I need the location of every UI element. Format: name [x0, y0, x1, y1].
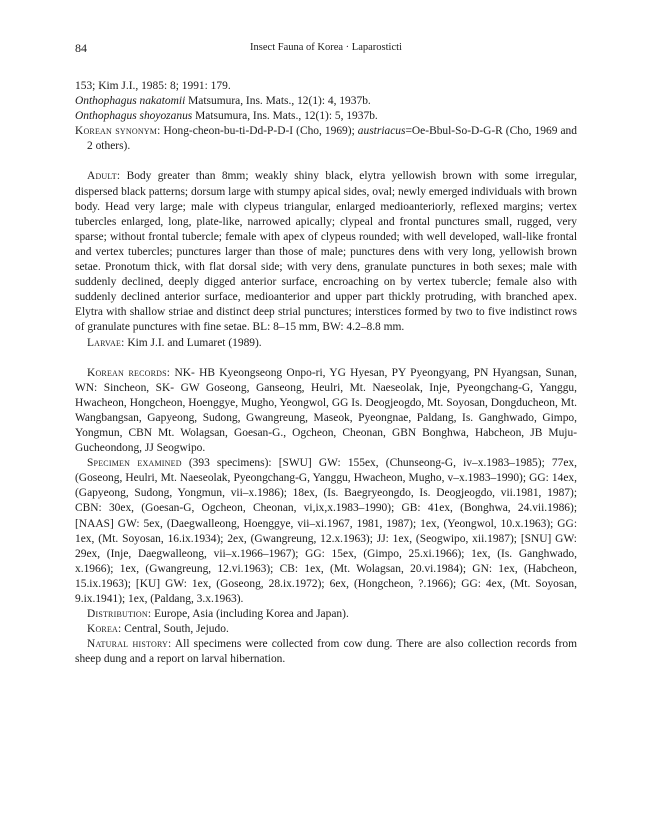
section-label: Natural history: [87, 638, 172, 651]
main-text [75, 79, 577, 667]
section-text: Body greater than 8mm; weakly shiny black, elytra yellowish brown with some irregular, dispersed black patterns; dorsum large with stumpy apical sides, oval; newly emerged individuals with brown body. Head very large; male with clypeus triangular, enlarged medioanteriorly, reflexed margins; vertex tubercles enlarged, long, plate-like, narrowed apically; clypeal and frontal punctures small, rugged, very sparse; without frontal tubercle; female with apex of clypeus rounded; with well developed, wall-like frontal and vertex tubercles; punctures larger than those of male; punctures dens with very long, yellowish brown setae. Pronotum thick, with flat dorsal side; with very dens, granulate punctures in both sexes; male with suddenly declined, deeply digged anterior surface, encroaching on by vertex tubercle; female also with suddenly declined anterior surface, medioanterior and upper part thickly protruding, with branched apex. Elytra with shallow striae and distinct deep strial punctures; interstices formed by two to five indistinct rows of granulate punctures with fine setae. BL: 8–15 mm, BW: 4.2–8.8 mm. [75, 170, 577, 334]
distribution-paragraph [75, 607, 577, 622]
page-header [75, 41, 577, 57]
synonym-line-3 [75, 109, 577, 124]
species-name: Onthophagus shoyozanus [75, 110, 193, 123]
section-text: Kim J.I. and Lumaret (1989). [124, 336, 262, 349]
synonym-text: 153; Kim J.I., 1985: 8; 1991: 179. [75, 80, 231, 92]
korean-records-paragraph [75, 366, 577, 457]
section-label: Korea: [87, 623, 122, 636]
section-label: Adult: [87, 170, 121, 183]
section-text: (393 specimens): [SWU] GW: 155ex, (Chunseong-G, iv–x.1983–1985); 77ex, (Goseong, Heulri, Mt. Naeseolak, Pyeongchang-G, Yanggu, Hwacheon, Mugho, v–x.1983–1990); GG: 14ex, (Gapyeong, Sudong, Yongmun, vii–x.1986); 18ex, (Is. Baegryeongdo, Is. Deogjeogdo, vii.1981, 1987); CBN: 30ex, (Goesan-G, Ogcheon, Cheonan, vi,ix,x.1983–1990); GB: 41ex, (Bonghwa, 24.vii.1986); [NAAS] GW: 5ex, (Daegwalleong, Hoenggye, vii–xi.1967, 1981, 1987); 1ex, (Yeongwol, 10.x.1963); GG: 1ex, (Mt. Soyosan, 16.ix.1934); 2ex, (Gwangreung, 12.x.1963); JJ: 1ex, (Seogwipo, xii.1987); [SNU] GW: 29ex, (Inje, Daegwalleong, vii–x.1966–1967); GG: 15ex, (Gimpo, 25.xi.1966); 1ex, (Is. Ganghwado, x.1966); 1ex, (Gwangreung, 12.vi.1963); CB: 1ex, (Mt. Wolagsan, 20.vi.1984); GN: 1ex, (Habcheon, 15.ix.1963); [KU] GW: 1ex, (Goseong, 28.ix.1972); 6ex, (Hongcheon, ?.1966); GG: 4ex, (Mt. Soyosan, 9.ix.1941); 1ex, (Paldang, 3.x.1963). [75, 457, 577, 605]
running-title: Insect Fauna of Korea · Laparosticti [250, 42, 402, 53]
section-label: Korean records: [87, 366, 171, 379]
korea-paragraph [75, 622, 577, 637]
section-text: Europe, Asia (including Korea and Japan). [151, 608, 349, 621]
synonym-line-1 [75, 79, 577, 94]
species-name: austriacus [357, 125, 406, 138]
section-text: NK- HB Kyeongseong Onpo-ri, YG Hyesan, PY Pyeongyang, PN Hyangsan, Sunan, WN: Sincheon, SK- GW Goseong, Ganseong, Heulri, Mt. Naeseolak, Inje, Pyeongchang-G, Yanggu, Hwacheon, Hongcheon, Hoenggye, Mugho, Yeongwol, GG Is. Deogjeogdo, Mt. Soyosan, Dongducheon, Mt. Wangbangsan, Gapyeong, Sudong, Gwangreung, Maseok, Pyeongnae, Paldang, Is. Ganghwado, Gimpo, Yongmun, CBN Mt. Wolagsan, Goesan-G., Ogcheon, Cheonan, GBN Bonghwa, Habcheon, JB Muju-Gucheondong, JJ Seogwipo. [75, 366, 578, 455]
synonym-reference: Matsumura, Ins. Mats., 12(1): 4, 1937b. [185, 95, 371, 108]
section-label: Specimen examined [87, 457, 182, 470]
section-text: Central, South, Jejudo. [121, 623, 229, 636]
adult-paragraph [75, 169, 577, 335]
larvae-paragraph [75, 336, 577, 351]
synonym-reference: Matsumura, Ins. Mats., 12(1): 5, 1937b. [192, 110, 378, 123]
synonym-line-2 [75, 94, 577, 109]
page-number: 84 [75, 41, 87, 55]
specimen-examined-paragraph [75, 456, 577, 607]
section-text: Hong-cheon-bu-ti-Dd-P-D-I (Cho, 1969); [160, 125, 358, 138]
section-label: Larvae: [87, 336, 125, 349]
section-text: All specimens were collected from cow dung. There are also collection records from sheep dung and a report on larval hibernation. [75, 638, 577, 666]
section-label: Korean synonym: [75, 125, 161, 138]
section-label: Distribution: [87, 608, 152, 621]
korean-synonym-paragraph [75, 124, 577, 154]
section-text: =Oe-Bbul-So-D-G-R (Cho, 1969 and 2 others). [87, 125, 577, 153]
natural-history-paragraph [75, 637, 577, 667]
species-name: Onthophagus nakatomii [75, 95, 186, 108]
